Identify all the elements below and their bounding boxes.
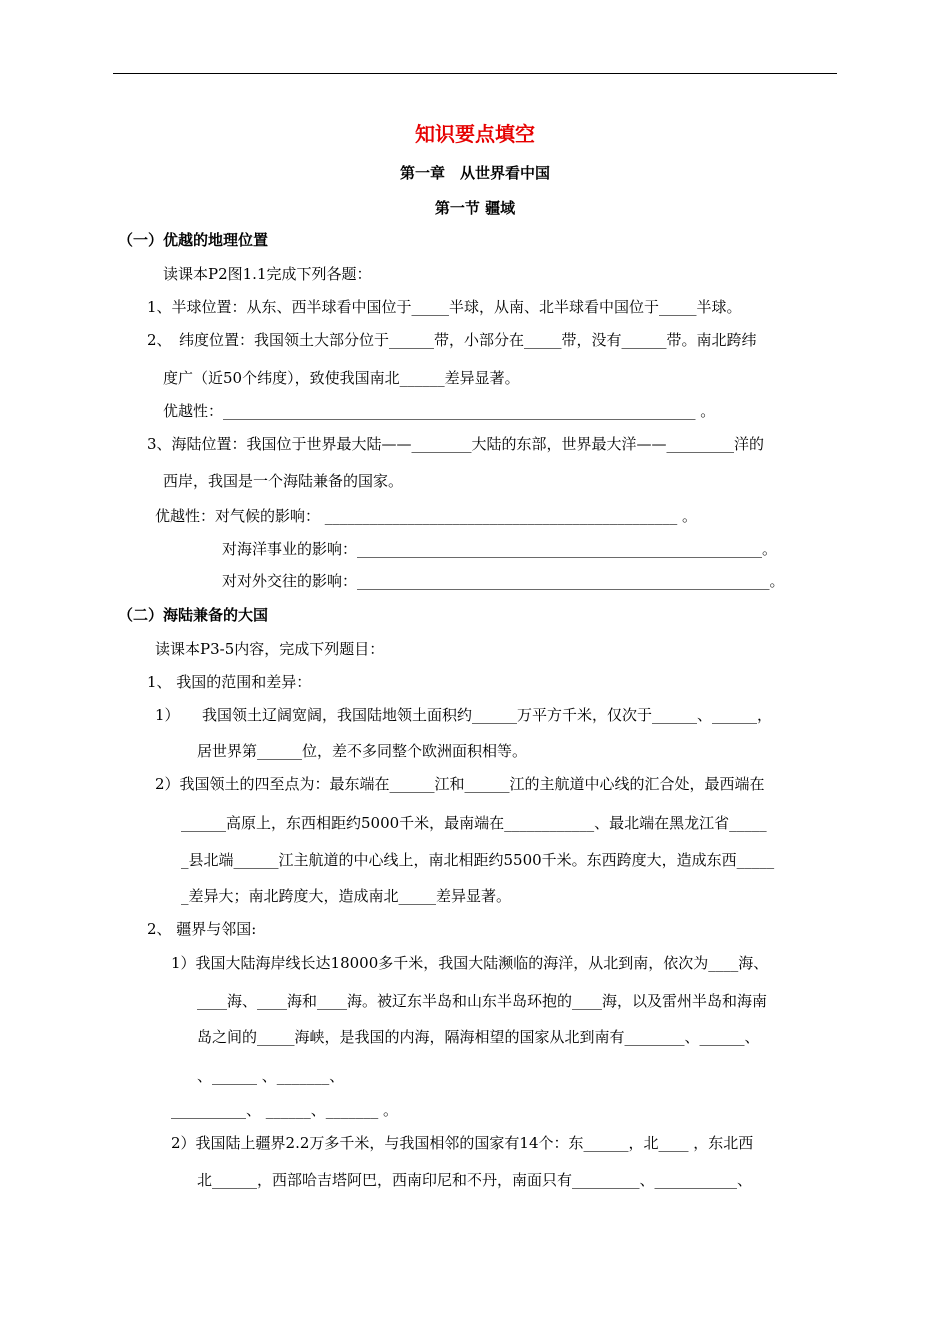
latitude-question-line1: 2、 纬度位置：我国领土大部分位于______带，小部分在_____带，没有______带。南北跨纬 (147, 331, 757, 349)
extremes-question-line4: _差异大；南北跨度大，造成南北_____差异显著。 (181, 887, 512, 905)
part2-intro: 读课本P3-5内容，完成下列题目： (155, 640, 385, 658)
land-sea-question-line2: 西岸，我国是一个海陆兼备的国家。 (163, 472, 404, 490)
ocean-influence-line: 对海洋事业的影响：______________________________________________________。 (222, 540, 778, 558)
coast-question-line5: __________、 ______、_______ 。 (171, 1101, 399, 1119)
climate-influence-line: 优越性：对气候的影响： _______________________________________________ 。 (155, 507, 698, 525)
coast-question-line4: 、______ 、_______、 (197, 1067, 345, 1085)
latitude-question-line2: 度广（近50个纬度），致使我国南北______差异显著。 (163, 369, 520, 387)
coast-question-line3: 岛之间的_____海峡，是我国的内海，隔海相望的国家从北到南有________、______、 (197, 1028, 760, 1046)
area-question-line2: 居世界第______位，差不多同整个欧洲面积相等。 (197, 742, 528, 760)
scope-subheading: 1、 我国的范围和差异： (147, 673, 312, 691)
part1-heading: （一）优越的地理位置 (118, 231, 269, 249)
extremes-question-line1: 2）我国领土的四至点为：最东端在______江和______江的主航道中心线的汇合处，最西端在 (155, 775, 765, 793)
neighbors-question-line2: 北______，西部哈吉塔阿巴，西南印尼和不丹，南面只有_________、___________、 (197, 1171, 753, 1189)
land-sea-question-line1: 3、海陆位置：我国位于世界最大陆——________大陆的东部，世界最大洋——_________洋的 (147, 435, 765, 453)
part1-intro: 读课本P2图1.1完成下列各题： (163, 265, 372, 283)
extremes-question-line3: _县北端______江主航道的中心线上，南北相距约5500千米。东西跨度大，造成东西_____ (181, 851, 775, 869)
coast-question-line2: ____海、____海和____海。被辽东半岛和山东半岛环抱的____海，以及雷州半岛和海南 (197, 992, 768, 1010)
area-question-line1: 1） 我国领土辽阔宽阔，我国陆地领土面积约______万平方千米，仅次于______、______， (155, 706, 773, 724)
chapter-heading: 第一章 从世界看中国 (399, 164, 550, 182)
latitude-advantage-line: 优越性：_______________________________________________________________ 。 (163, 402, 716, 420)
hemisphere-question: 1、半球位置：从东、西半球看中国位于_____半球，从南、北半球看中国位于_____半球。 (147, 298, 742, 316)
part2-heading: （二）海陆兼备的大国 (118, 606, 269, 624)
header-rule (113, 73, 837, 74)
coast-question-line1: 1）我国大陆海岸线长达18000多千米，我国大陆濒临的海洋，从北到南，依次为____海、 (171, 954, 769, 972)
section-heading: 第一节 疆域 (434, 199, 516, 217)
document-title: 知识要点填空 (415, 122, 535, 146)
neighbors-question-line1: 2）我国陆上疆界2.2万多千米，与我国相邻的国家有14个：东______，北____ ，东北西 (171, 1134, 754, 1152)
foreign-influence-line: 对对外交往的影响：_______________________________________________________。 (222, 572, 785, 590)
borders-subheading: 2、 疆界与邻国: (147, 920, 257, 938)
extremes-question-line2: ______高原上，东西相距约5000千米，最南端在____________、最北端在黑龙江省_____ (181, 814, 767, 832)
